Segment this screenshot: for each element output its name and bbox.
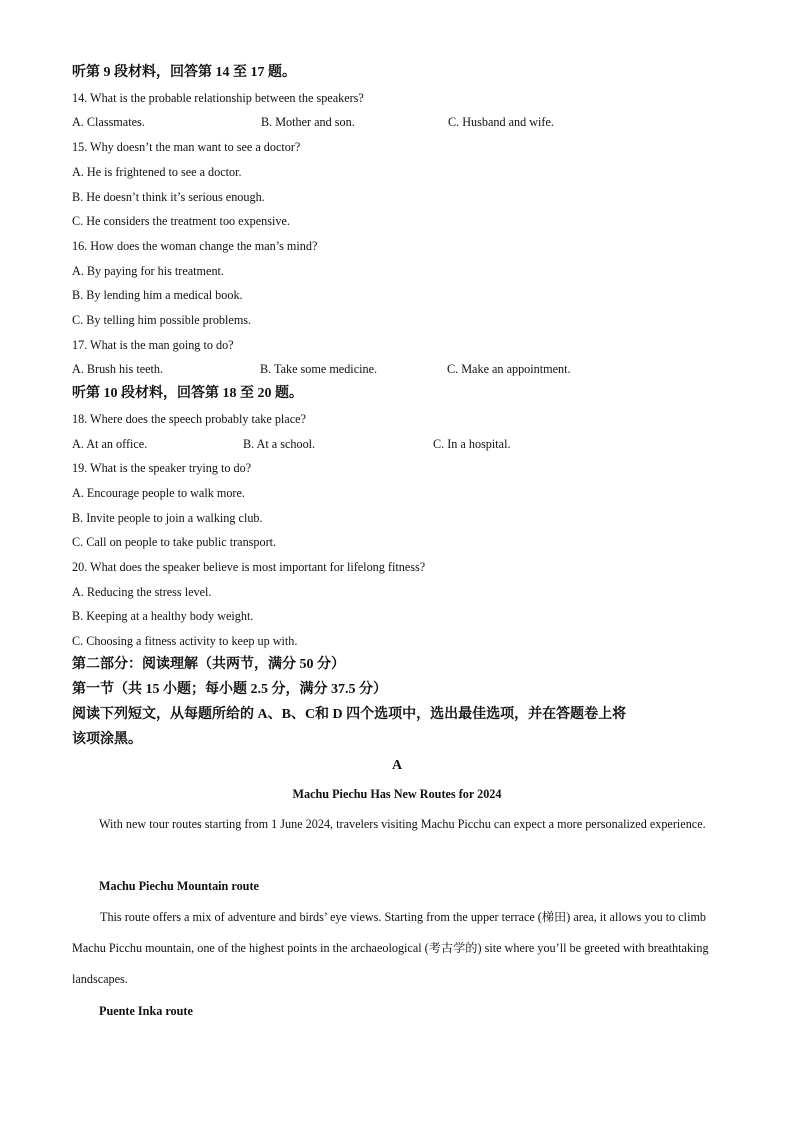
question-17-stem: 17. What is the man going to do? — [72, 338, 234, 352]
route-1-text: This route offers a mix of adventure and birds’ eye views. Starting from the upper terrace (梯田) area, it allows you to climb Machu Picchu mountain, one of the highest points in the archaeological (考古学的) site where you’ll be greeted with breathtaking landscapes. — [72, 910, 709, 986]
route-2-title: Puente Inka route — [99, 1004, 193, 1018]
question-20-option-c: C. Choosing a fitness activity to keep up with. — [72, 634, 298, 648]
question-14-option-a: A. Classmates. — [72, 115, 145, 129]
question-18-option-c: C. In a hospital. — [433, 437, 511, 451]
question-15-option-c: C. He considers the treatment too expensive. — [72, 214, 290, 228]
question-16-stem: 16. How does the woman change the man’s mind? — [72, 239, 318, 253]
route-1-title: Machu Piechu Mountain route — [99, 879, 259, 893]
question-17-option-a: A. Brush his teeth. — [72, 362, 164, 376]
question-14-option-c: C. Husband and wife. — [448, 115, 554, 129]
question-18-option-a: A. At an office. — [72, 437, 148, 451]
part-2-instruction-line-2: 该项涂黑。 — [72, 732, 142, 747]
question-16-option-c: C. By telling him possible problems. — [72, 313, 252, 327]
question-18-stem: 18. Where does the speech probably take place? — [72, 412, 306, 426]
question-17-option-c: C. Make an appointment. — [447, 362, 571, 376]
question-19-stem: 19. What is the speaker trying to do? — [72, 461, 252, 475]
passage-title: Machu Piechu Has New Routes for 2024 — [292, 787, 502, 801]
question-16-option-b: B. By lending him a medical book. — [72, 288, 243, 302]
question-16-option-a: A. By paying for his treatment. — [72, 264, 224, 278]
question-15-stem: 15. Why doesn’t the man want to see a doctor? — [72, 140, 301, 154]
question-20-stem: 20. What does the speaker believe is most important for lifelong fitness? — [72, 560, 426, 574]
passage-letter: A — [391, 758, 403, 773]
section-10-heading: 听第 10 段材料，回答第 18 至 20 题。 — [72, 386, 303, 401]
question-14-option-b: B. Mother and son. — [261, 115, 355, 129]
question-14-stem: 14. What is the probable relationship between the speakers? — [72, 91, 364, 105]
question-15-option-a: A. He is frightened to see a doctor. — [72, 165, 242, 179]
part-2-instruction-line-1: 阅读下列短文，从每题所给的 A、B、C和 D 四个选项中，选出最佳选项，并在答题卷上将 — [72, 707, 627, 722]
question-17-option-b: B. Take some medicine. — [260, 362, 378, 376]
question-15-option-b: B. He doesn’t think it’s serious enough. — [72, 190, 265, 204]
question-18-option-b: B. At a school. — [243, 437, 316, 451]
question-19-option-a: A. Encourage people to walk more. — [72, 486, 245, 500]
section-9-heading: 听第 9 段材料，回答第 14 至 17 题。 — [72, 65, 296, 80]
part-2-section-1-title: 第一节（共 15 小题；每小题 2.5 分，满分 37.5 分） — [72, 682, 387, 697]
question-19-option-c: C. Call on people to take public transport. — [72, 535, 277, 549]
passage-intro: With new tour routes starting from 1 June 2024, travelers visiting Machu Picchu can expect a more personalized experience. — [99, 817, 706, 831]
part-2-title: 第二部分：阅读理解（共两节，满分 50 分） — [72, 657, 345, 672]
question-20-option-a: A. Reducing the stress level. — [72, 585, 212, 599]
question-20-option-b: B. Keeping at a healthy body weight. — [72, 609, 254, 623]
question-19-option-b: B. Invite people to join a walking club. — [72, 511, 263, 525]
